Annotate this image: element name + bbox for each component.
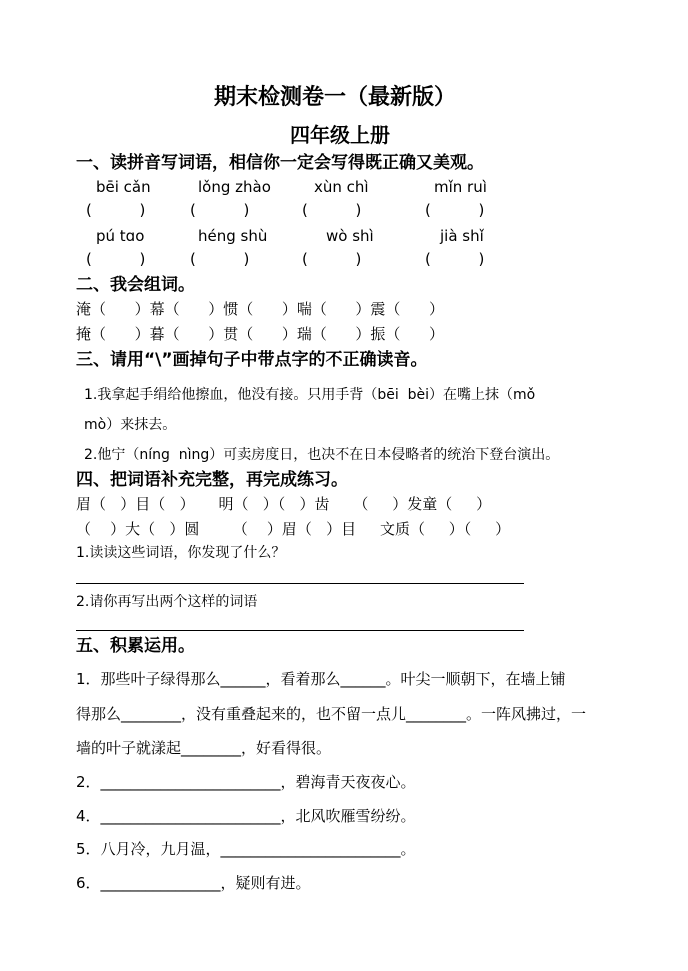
fill-text[interactable]: 1．那些叶子绿得那么______，看着那么______。叶尖一顺朝下，在墙上铺 [76,670,566,688]
answer-blank[interactable]: ( ) [190,250,250,268]
question-text: 2.请你再写出两个这样的词语 [76,594,258,610]
fill-text[interactable]: 得那么________，没有重叠起来的，也不留一点儿________。一阵风拂过，一 [76,705,587,723]
pinyin-item: mǐn ruì [434,178,487,196]
pinyin-item: héng shù [198,227,268,245]
question-text: 2.他宁（níng nìng）可卖房度日，也决不在日本侵略者的统治下登台演出。 [84,447,560,463]
question-text: mò）来抹去。 [84,417,177,433]
answer-blank[interactable]: ( ) [86,250,146,268]
section-3-heading: 三、请用“\”画掉句子中带点字的不正确读音。 [76,350,428,370]
idiom-row[interactable]: 眉（ ）目（ ） 明（ ）（ ）齿 （ ）发童（ ） [76,495,492,513]
page-subtitle: 四年级上册 [290,123,390,147]
answer-line[interactable] [76,630,524,631]
answer-blank[interactable]: ( ) [302,250,362,268]
section-1-heading: 一、读拼音写词语，相信你一定会写得既正确又美观。 [76,153,484,173]
pinyin-item: wò shì [326,227,374,245]
fill-text[interactable]: 6．________________，疑则有进。 [76,874,311,892]
word-group-row[interactable]: 淹（ ）幕（ ）惯（ ）喘（ ）震（ ） [76,300,445,318]
fill-text[interactable]: 墙的叶子就漾起________，好看得很。 [76,739,332,757]
fill-text[interactable]: 5．八月冷，九月温，________________________。 [76,840,416,858]
section-4-heading: 四、把词语补充完整，再完成练习。 [76,470,348,490]
section-5-heading: 五、积累运用。 [76,636,195,656]
page-title: 期末检测卷一（最新版） [214,85,457,110]
pinyin-item: pú tɑo [96,227,145,245]
answer-blank[interactable]: ( ) [86,201,146,219]
answer-blank[interactable]: ( ) [425,250,485,268]
pinyin-item: lǒng zhào [198,178,271,196]
pinyin-item: xùn chì [314,178,369,196]
question-text: 1.我拿起手绢给他擦血，他没有接。只用手背（bēi bèi）在嘴上抹（mǒ [84,387,536,403]
fill-text[interactable]: 4．________________________，北风吹雁雪纷纷。 [76,807,416,825]
fill-text[interactable]: 2．________________________，碧海青天夜夜心。 [76,773,416,791]
section-2-heading: 二、我会组词。 [76,275,195,295]
answer-blank[interactable]: ( ) [425,201,485,219]
idiom-row[interactable]: （ ）大（ ）圆 （ ）眉（ ）目 文质（ ）（ ） [76,520,511,538]
answer-line[interactable] [76,583,524,584]
answer-blank[interactable]: ( ) [190,201,250,219]
pinyin-item: jià shǐ [440,227,484,245]
pinyin-item: bēi cǎn [96,178,151,196]
question-text: 1.读读这些词语，你发现了什么？ [76,545,286,561]
answer-blank[interactable]: ( ) [302,201,362,219]
word-group-row[interactable]: 掩（ ）暮（ ）贯（ ）瑞（ ）振（ ） [76,325,445,343]
